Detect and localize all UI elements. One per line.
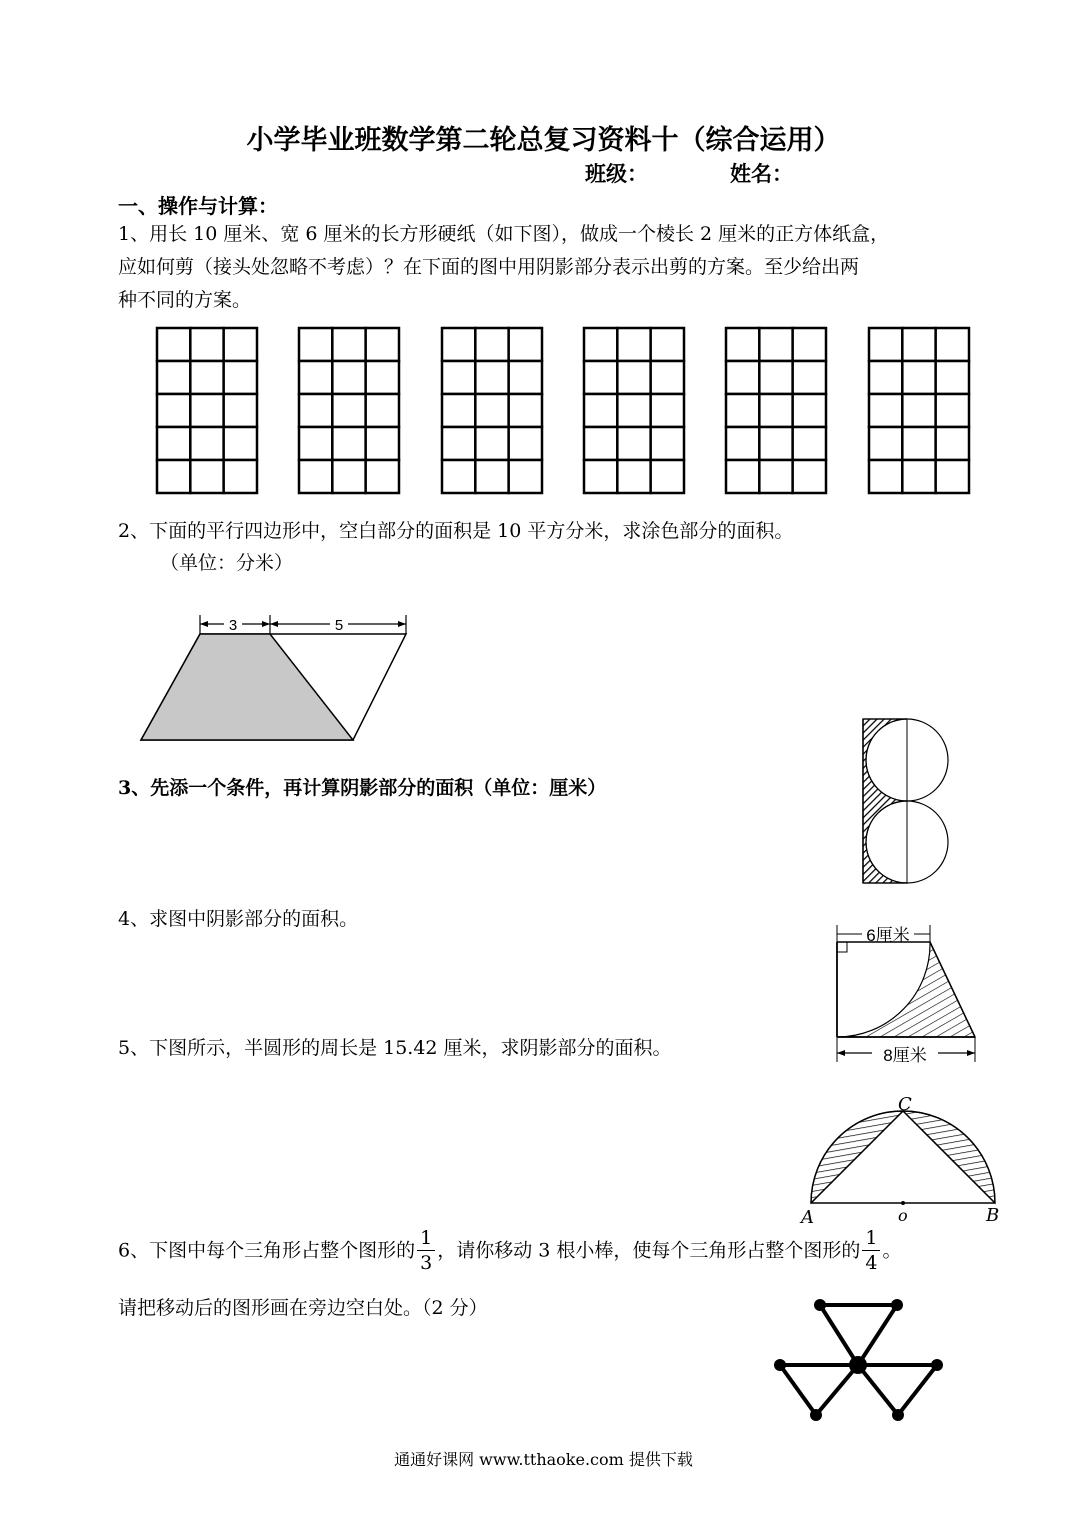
grid-cell[interactable]	[584, 394, 617, 427]
grid-cell[interactable]	[509, 460, 542, 493]
grid-cell[interactable]	[366, 427, 399, 460]
grid-cell[interactable]	[475, 460, 508, 493]
cutting-grid[interactable]	[726, 328, 826, 493]
grid-cell[interactable]	[793, 394, 826, 427]
grid-cell[interactable]	[651, 460, 684, 493]
q6-text-a: 6、下图中每个三角形占整个图形的	[118, 1239, 416, 1262]
grid-cell[interactable]	[509, 328, 542, 361]
q6-text-c: 。	[882, 1239, 902, 1262]
grid-cell[interactable]	[759, 460, 792, 493]
grid-cell[interactable]	[332, 427, 365, 460]
grid-cell[interactable]	[936, 427, 969, 460]
cutting-grid[interactable]	[442, 328, 542, 493]
grid-cell[interactable]	[224, 328, 257, 361]
grid-cell[interactable]	[617, 427, 650, 460]
grid-cell[interactable]	[793, 427, 826, 460]
grid-cell[interactable]	[869, 361, 902, 394]
cutting-grid[interactable]	[299, 328, 399, 493]
grid-cell[interactable]	[651, 427, 684, 460]
footer: 通通好课网 www.tthaoke.com 提供下载	[394, 1450, 693, 1469]
grid-cell[interactable]	[224, 361, 257, 394]
grid-cell[interactable]	[475, 328, 508, 361]
grid-cell[interactable]	[726, 361, 759, 394]
parallelogram-figure	[138, 610, 413, 745]
grid-cell[interactable]	[617, 394, 650, 427]
grid-cell[interactable]	[157, 427, 190, 460]
grid-cell[interactable]	[902, 394, 935, 427]
grid-cell[interactable]	[299, 460, 332, 493]
name-label: 姓名：	[730, 161, 793, 186]
grid-cell[interactable]	[936, 460, 969, 493]
grid-cell[interactable]	[332, 361, 365, 394]
dim-label-b: 5	[334, 617, 344, 634]
grid-cell[interactable]	[869, 328, 902, 361]
q2-line1: 2、下面的平行四边形中，空白部分的面积是 10 平方分米，求涂色部分的面积。	[118, 520, 794, 542]
grid-cell[interactable]	[299, 361, 332, 394]
fraction-one-fourth: $\frac{1}{4}$	[862, 1226, 880, 1275]
label-a: A	[801, 1207, 814, 1228]
grid-cell[interactable]	[726, 394, 759, 427]
dim-label-a: 3	[228, 617, 238, 634]
grid-cell[interactable]	[726, 328, 759, 361]
grid-cell[interactable]	[617, 328, 650, 361]
hatched-region	[837, 942, 975, 1037]
grid-cell[interactable]	[869, 394, 902, 427]
grid-cell[interactable]	[902, 427, 935, 460]
grid-cell[interactable]	[726, 460, 759, 493]
q1-line2: 应如何剪（接头处忽略不考虑）？在下面的图中用阴影部分表示出剪的方案。至少给出两	[118, 256, 860, 278]
grid-cell[interactable]	[190, 460, 223, 493]
label-c: C	[898, 1094, 912, 1115]
grid-cell[interactable]	[793, 361, 826, 394]
grid-cell[interactable]	[584, 328, 617, 361]
class-label: 班级：	[585, 161, 648, 186]
label-o: o	[898, 1206, 908, 1225]
grid-cell[interactable]	[224, 427, 257, 460]
label-b: B	[986, 1205, 1000, 1226]
cutting-grid[interactable]	[584, 328, 684, 493]
cutting-grid[interactable]	[157, 328, 257, 493]
q1-line1: 1、用长 10 厘米、宽 6 厘米的长方形硬纸（如下图），做成一个棱长 2 厘米的正方体纸盒，	[118, 223, 890, 245]
grid-cell[interactable]	[793, 328, 826, 361]
grid-cell[interactable]	[366, 328, 399, 361]
q6-line2: 请把移动后的图形画在旁边空白处。（2 分）	[118, 1297, 488, 1319]
q3-text: 3、先添一个条件，再计算阴影部分的面积（单位：厘米）	[118, 777, 607, 799]
grid-cell[interactable]	[442, 394, 475, 427]
grid-cell[interactable]	[902, 460, 935, 493]
stick-triangles-figure[interactable]	[770, 1295, 950, 1425]
two-circles-figure	[858, 716, 953, 886]
grid-cell[interactable]	[157, 328, 190, 361]
grid-cell[interactable]	[617, 460, 650, 493]
grid-cell[interactable]	[442, 460, 475, 493]
grid-cell[interactable]	[157, 361, 190, 394]
grid-cell[interactable]	[651, 361, 684, 394]
grid-cell[interactable]	[332, 328, 365, 361]
grid-cell[interactable]	[442, 361, 475, 394]
grid-cell[interactable]	[366, 361, 399, 394]
grid-cell[interactable]	[509, 427, 542, 460]
grid-cell[interactable]	[475, 361, 508, 394]
q4-text: 4、求图中阴影部分的面积。	[118, 908, 359, 930]
grid-cell[interactable]	[793, 460, 826, 493]
cutting-grid[interactable]	[869, 328, 969, 493]
grid-cell[interactable]	[442, 328, 475, 361]
grid-cell[interactable]	[366, 460, 399, 493]
q6-text-b: ，请你移动 3 根小棒，使每个三角形占整个图形的	[437, 1239, 861, 1262]
grid-cell[interactable]	[366, 394, 399, 427]
grid-cell[interactable]	[936, 328, 969, 361]
grid-cell[interactable]	[759, 394, 792, 427]
grid-cell[interactable]	[332, 460, 365, 493]
grid-cell[interactable]	[584, 460, 617, 493]
grid-cell[interactable]	[299, 394, 332, 427]
quarter-circle-figure	[830, 920, 980, 1068]
grid-cell[interactable]	[936, 361, 969, 394]
grid-cell[interactable]	[224, 394, 257, 427]
grid-cell[interactable]	[509, 394, 542, 427]
grid-cell[interactable]	[759, 361, 792, 394]
grid-cell[interactable]	[224, 460, 257, 493]
grid-cell[interactable]	[475, 394, 508, 427]
grid-cell[interactable]	[902, 328, 935, 361]
grid-cell[interactable]	[902, 361, 935, 394]
grid-cell[interactable]	[509, 361, 542, 394]
grid-cell[interactable]	[190, 361, 223, 394]
q2-line2: （单位：分米）	[160, 552, 294, 574]
q6-line1	[118, 1226, 901, 1275]
grid-cell[interactable]	[759, 427, 792, 460]
grid-cell[interactable]	[190, 394, 223, 427]
grid-cell[interactable]	[936, 394, 969, 427]
grid-cell[interactable]	[584, 361, 617, 394]
page-title: 小学毕业班数学第二轮总复习资料十（综合运用）	[246, 125, 841, 156]
grid-cell[interactable]	[869, 427, 902, 460]
grid-cell[interactable]	[332, 394, 365, 427]
grid-cell[interactable]	[157, 394, 190, 427]
grid-cell[interactable]	[651, 328, 684, 361]
q5-text: 5、下图所示，半圆形的周长是 15.42 厘米，求阴影部分的面积。	[118, 1037, 672, 1059]
grid-cell[interactable]	[759, 328, 792, 361]
grid-cell[interactable]	[190, 328, 223, 361]
grid-cell[interactable]	[299, 427, 332, 460]
top-dim-label: 6厘米	[866, 926, 910, 945]
grid-cell[interactable]	[726, 427, 759, 460]
grid-cell[interactable]	[617, 361, 650, 394]
grid-cell[interactable]	[584, 427, 617, 460]
semicircle-figure	[798, 1090, 1006, 1228]
grid-cell[interactable]	[442, 427, 475, 460]
grid-cell[interactable]	[299, 328, 332, 361]
bottom-dim-label: 8厘米	[883, 1046, 927, 1065]
section-heading: 一、操作与计算：	[118, 194, 278, 218]
grid-cell[interactable]	[869, 460, 902, 493]
grid-cell[interactable]	[190, 427, 223, 460]
fraction-one-third: $\frac{1}{3}$	[417, 1226, 435, 1275]
q1-line3: 种不同的方案。	[118, 289, 252, 311]
grid-cell[interactable]	[651, 394, 684, 427]
grid-cell[interactable]	[475, 427, 508, 460]
grid-cell[interactable]	[157, 460, 190, 493]
class-name-line	[585, 158, 793, 188]
